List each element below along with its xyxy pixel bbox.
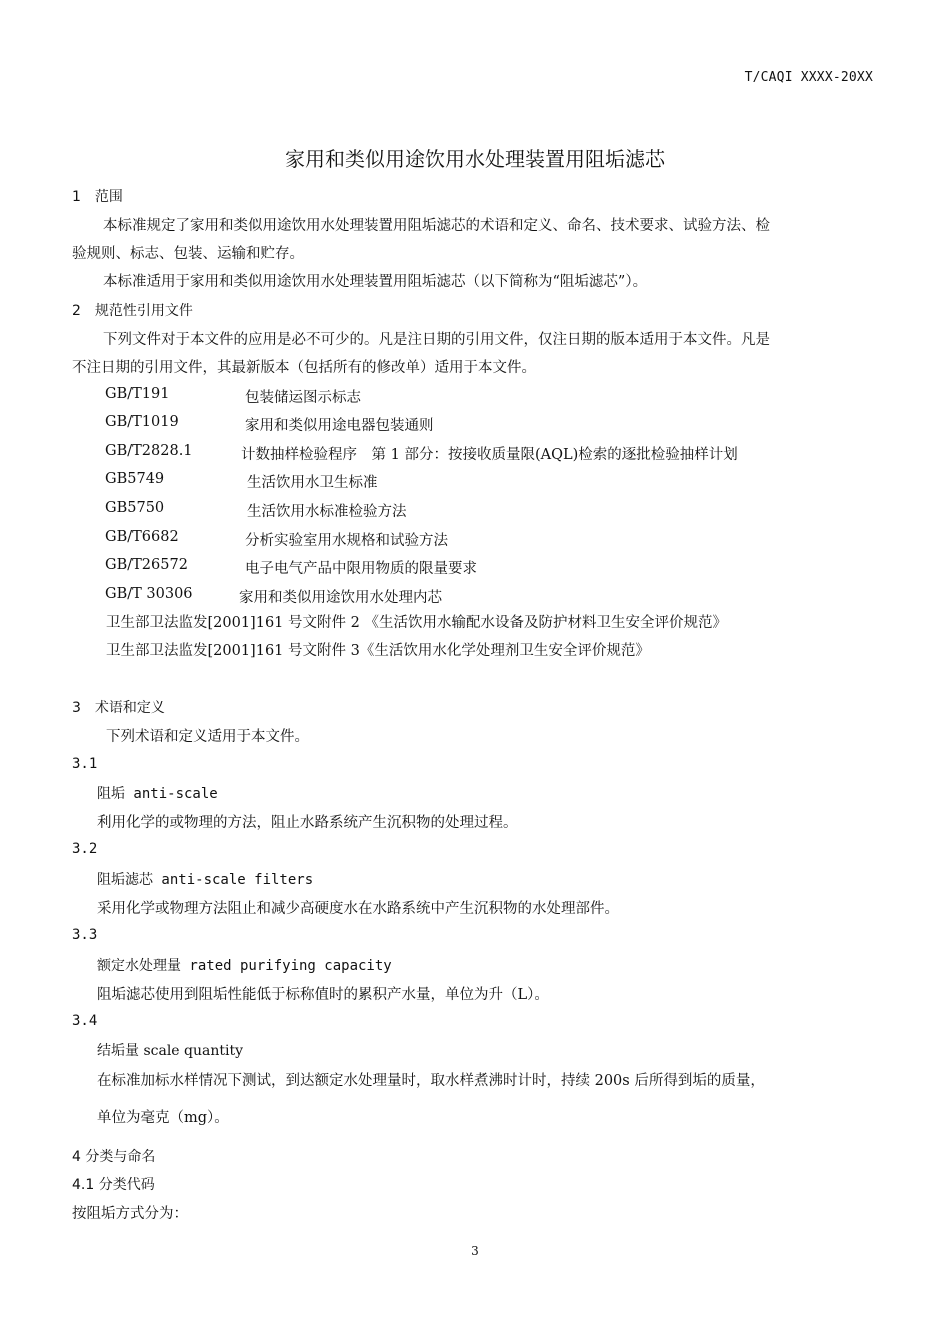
ref-title: 家用和类似用途饮用水处理内芯 — [239, 590, 442, 606]
section-2-heading: 2 规范性引用文件 — [72, 303, 193, 319]
term-number: 3.1 — [72, 756, 98, 772]
ref-code: GB/T1019 — [105, 414, 179, 430]
section-3-heading: 3 术语和定义 — [72, 700, 165, 716]
ref-title: 生活饮用水标准检验方法 — [247, 504, 407, 520]
section-2-para-line-2: 不注日期的引用文件，其最新版本（包括所有的修改单）适用于本文件。 — [72, 360, 536, 376]
term-definition: 在标准加标水样情况下测试，到达额定水处理量时，取水样煮沸时计时，持续 200s 后所得到垢的质量， — [97, 1073, 765, 1089]
term-definition: 阻垢滤芯使用到阻垢性能低于标称值时的累积产水量，单位为升（L）。 — [97, 987, 549, 1003]
section-3-intro: 下列术语和定义适用于本文件。 — [106, 729, 309, 745]
term-en: scale quantity — [139, 1043, 244, 1059]
term-cn: 阻垢 — [97, 786, 125, 802]
section-1-para-2: 本标准适用于家用和类似用途饮用水处理装置用阻垢滤芯（以下简称为“阻垢滤芯”）。 — [103, 274, 648, 290]
ref-title: 电子电气产品中限用物质的限量要求 — [245, 561, 477, 577]
ref-title: 家用和类似用途电器包装通则 — [245, 418, 434, 434]
section-1-heading: 1 范围 — [72, 189, 123, 205]
section-4-heading: 4 分类与命名 — [72, 1149, 156, 1165]
reference-extra-1: 卫生部卫法监发[2001]161 号文附件 2 《生活饮用水输配水设备及防护材料卫生安全评价规范》 — [106, 615, 727, 631]
ref-code: GB5750 — [105, 500, 165, 516]
ref-code: GB5749 — [105, 471, 165, 487]
section-4-1-heading: 4.1 分类代码 — [72, 1177, 155, 1193]
section-4-1-para: 按阻垢方式分为： — [72, 1206, 188, 1222]
page-title: 家用和类似用途饮用水处理装置用阻垢滤芯 — [285, 147, 665, 171]
ref-title: 分析实验室用水规格和试验方法 — [245, 533, 448, 549]
term-heading — [97, 955, 392, 975]
term-number: 3.2 — [72, 841, 98, 857]
ref-title: 计数抽样检验程序 第 1 部分：按接收质量限(AQL)检索的逐批检验抽样计划 — [241, 447, 738, 463]
section-1-para-1-line-1: 本标准规定了家用和类似用途饮用水处理装置用阻垢滤芯的术语和定义、命名、技术要求、试验方法、检 — [103, 218, 770, 234]
term-definition: 采用化学或物理方法阻止和减少高硬度水在水路系统中产生沉积物的水处理部件。 — [97, 901, 619, 917]
ref-title: 生活饮用水卫生标准 — [247, 475, 378, 491]
ref-title: 包装储运图示标志 — [245, 390, 361, 406]
ref-code: GB/T2828.1 — [105, 443, 193, 459]
term-cn: 结垢量 — [97, 1043, 139, 1059]
standard-id: T/CAQI XXXX-20XX — [744, 70, 873, 85]
term-heading — [97, 1040, 243, 1060]
reference-extra-2: 卫生部卫法监发[2001]161 号文附件 3《生活饮用水化学处理剂卫生安全评价规范》 — [106, 643, 650, 659]
term-en: anti-scale filters — [153, 872, 314, 888]
term-cn: 阻垢滤芯 — [97, 872, 153, 888]
term-definition-continued: 单位为毫克（mg）。 — [97, 1110, 229, 1126]
term-definition: 利用化学的或物理的方法，阻止水路系统产生沉积物的处理过程。 — [97, 815, 518, 831]
term-en: anti-scale — [125, 786, 218, 802]
term-heading — [97, 869, 313, 889]
section-1-para-1-line-2: 验规则、标志、包装、运输和贮存。 — [72, 246, 304, 262]
ref-code: GB/T191 — [105, 386, 170, 402]
term-cn: 额定水处理量 — [97, 958, 181, 974]
term-heading — [97, 783, 218, 803]
section-2-para-line-1: 下列文件对于本文件的应用是必不可少的。凡是注日期的引用文件，仅注日期的版本适用于本文件。凡是 — [103, 332, 770, 348]
ref-code: GB/T6682 — [105, 529, 179, 545]
term-number: 3.4 — [72, 1013, 98, 1029]
term-number: 3.3 — [72, 927, 98, 943]
ref-code: GB/T 30306 — [105, 586, 193, 602]
term-en: rated purifying capacity — [181, 958, 392, 974]
ref-code: GB/T26572 — [105, 557, 188, 573]
page-number: 3 — [471, 1244, 479, 1258]
